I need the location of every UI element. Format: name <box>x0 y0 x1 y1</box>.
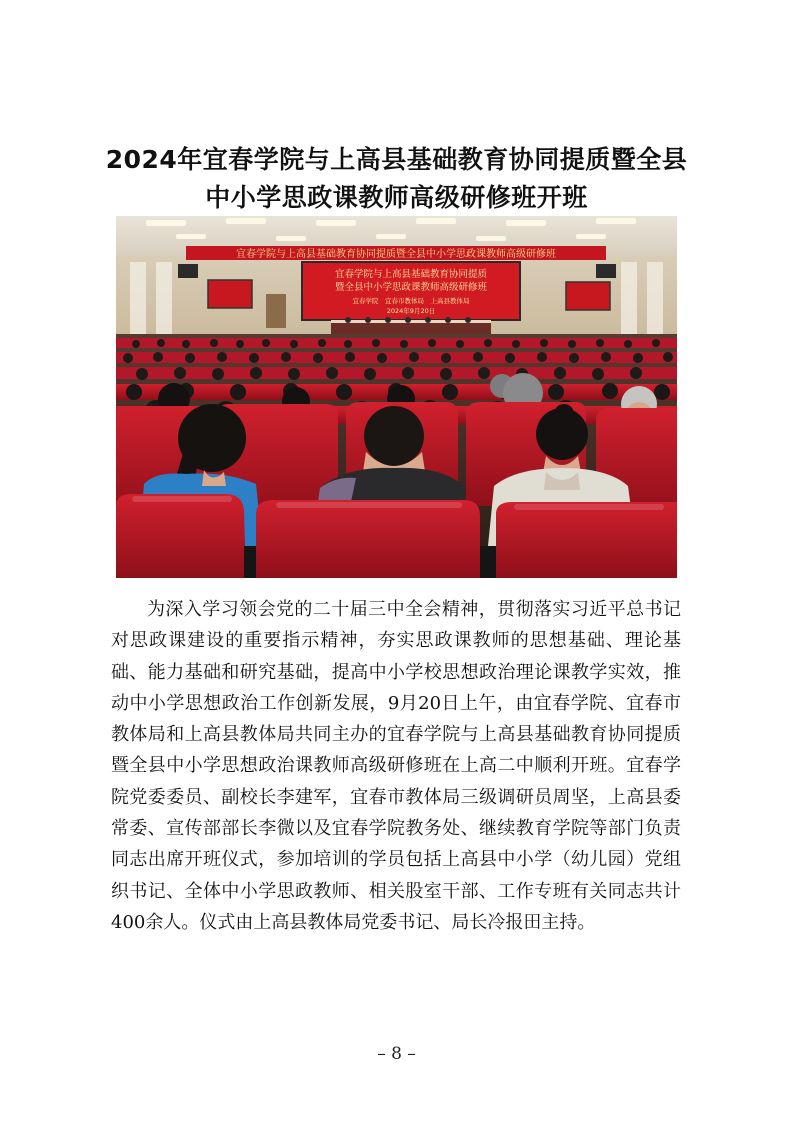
hall-banner-text: 宜春学院与上高县基础教育协同提质暨全县中小学思政课教师高级研修班 <box>236 249 556 260</box>
page-number: – 8 – <box>377 1044 416 1064</box>
screen-title-line2: 暨全县中小学思政课教师高级研修班 <box>334 282 488 293</box>
event-photo <box>116 216 677 578</box>
page-title: 2024年宜春学院与上高县基础教育协同提质暨全县中小学思政课教师高级研修班开班 <box>105 145 688 212</box>
article-paragraph: 为深入学习领会党的二十届三中全会精神，贯彻落实习近平总书记对思政课建设的重要指示精神，夯实思政课教师的思想基础、理论基础、能力基础和研究基础，提高中小学校思想政治理论课教学实效，推动中小学思想政治工作创新发展，9月20日上午，由宜春学院、宜春市教体局和上高县教体局共同主办的宜春学院与上高县基础教育协同提质暨全县中小学思想政治课教师高级研修班在上高二中顺利开班。宜春学院党委委员、副校长李建军，宜春市教体局三级调研员周坚，上高县委常委、宣传部部长李微以及宜春学院教务处、继续教育学院等部门负责同志出席开班仪式，参加培训的学员包括上高县中小学（幼儿园）党组织书记、全体中小学思政教师、相关股室干部、工作专班有关同志共计400余人。仪式由上高县教体局党委书记、局长冷报田主持。 <box>111 599 681 933</box>
screen-date: 2024年9月20日 <box>386 307 436 315</box>
screen-title-line1: 宜春学院与上高县基础教育协同提质 <box>334 269 488 280</box>
screen-organizers: 宜春学院 宜春市教体局 上高县教体局 <box>352 297 470 305</box>
